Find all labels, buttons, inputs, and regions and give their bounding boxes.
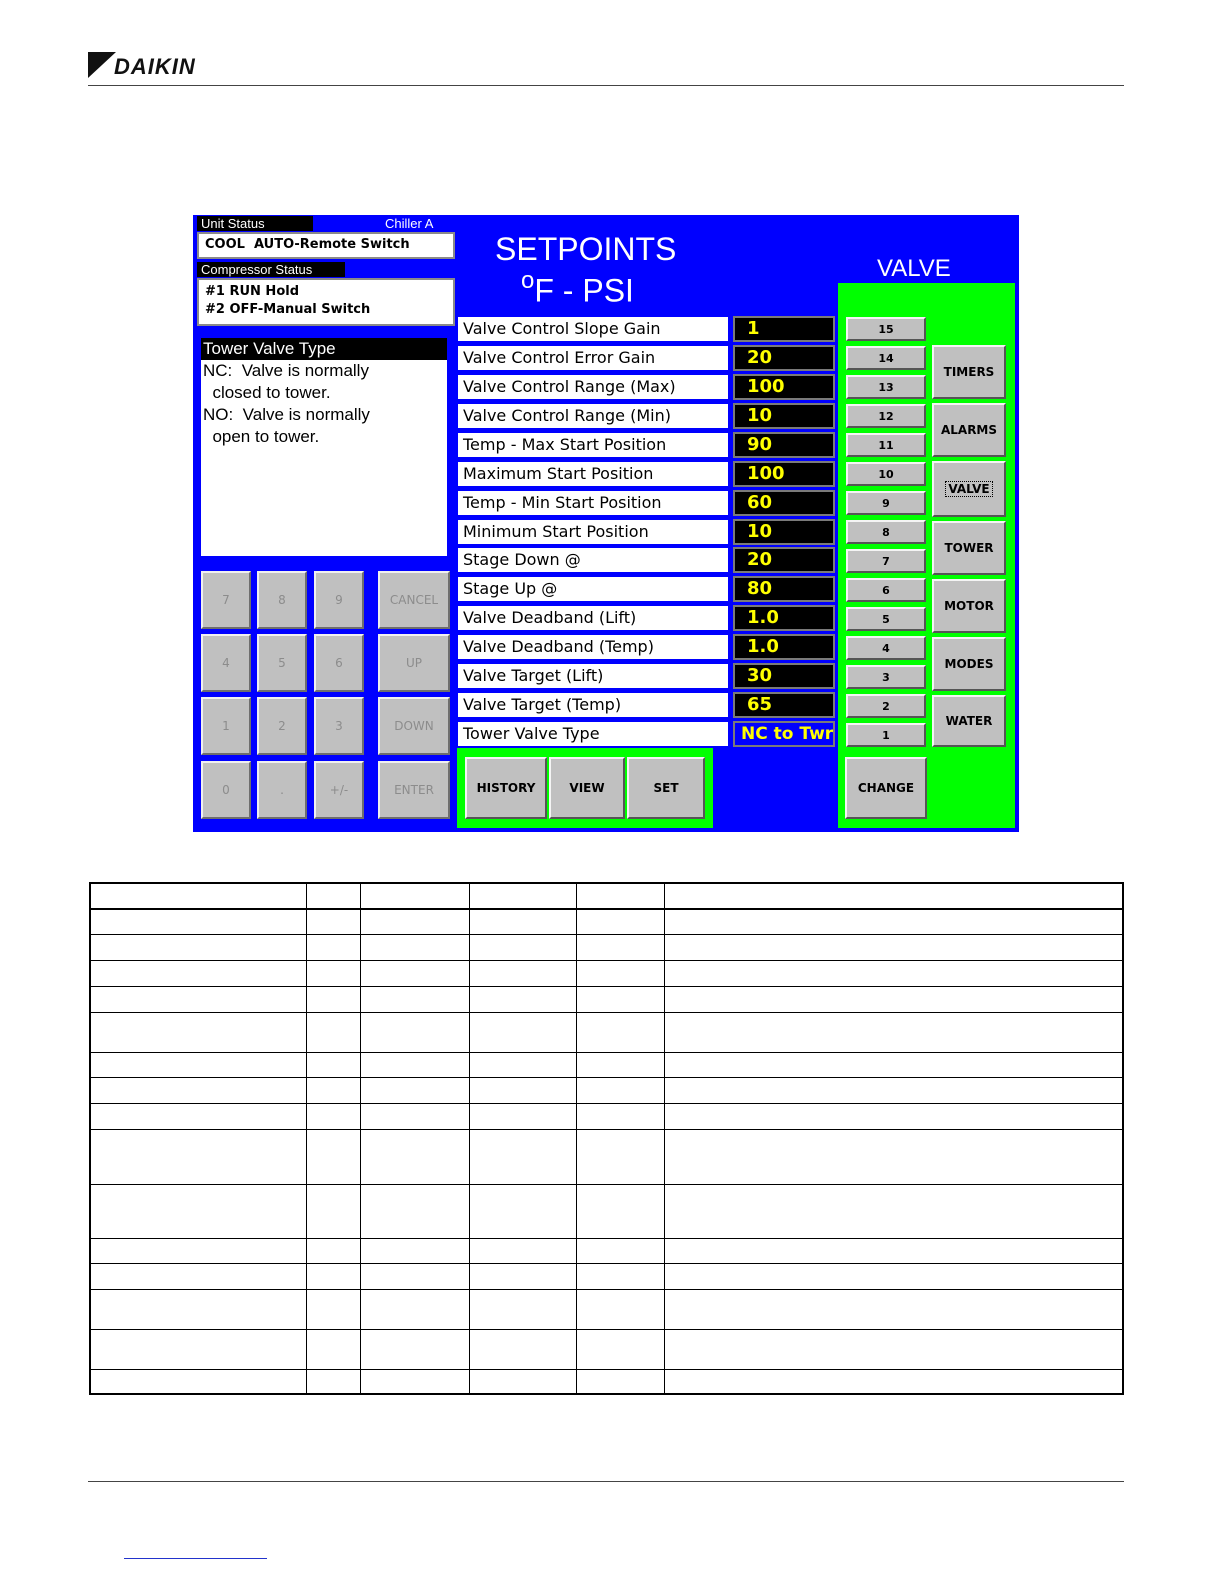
- table-row: [90, 1013, 1124, 1053]
- daikin-triangle-icon: [88, 52, 116, 78]
- setpoint-label: Temp - Max Start Position: [458, 433, 728, 457]
- units-title: [521, 269, 634, 310]
- brand-name: DAIKIN: [114, 54, 196, 79]
- setpoint-label: Minimum Start Position: [458, 520, 728, 544]
- setpoint-select-9[interactable]: 9: [846, 491, 926, 515]
- setpoint-label: Valve Target (Lift): [458, 664, 728, 688]
- table-row: [90, 1289, 1124, 1329]
- help-line: closed to tower.: [203, 383, 331, 402]
- water-button[interactable]: WATER: [932, 695, 1006, 747]
- table-row: [90, 1104, 1124, 1130]
- table-row: [90, 1053, 1124, 1078]
- setpoint-label: Maximum Start Position: [458, 462, 728, 486]
- setpoint-select-14[interactable]: 14: [846, 346, 926, 370]
- setpoint-value[interactable]: 80: [733, 576, 835, 602]
- setpoint-value[interactable]: 10: [733, 403, 835, 429]
- set-button[interactable]: SET: [627, 757, 705, 819]
- setpoint-select-7[interactable]: 7: [846, 549, 926, 573]
- keypad-8[interactable]: 8: [257, 571, 307, 629]
- setpoint-label: Valve Control Slope Gain: [458, 317, 728, 341]
- keypad-plus-minus[interactable]: +/-: [314, 761, 364, 819]
- compressor-line: #1 RUN Hold: [205, 284, 300, 299]
- compressor-status-field: [197, 278, 455, 326]
- modes-button[interactable]: MODES: [932, 637, 1006, 691]
- keypad-4[interactable]: 4: [201, 634, 251, 692]
- up-button[interactable]: UP: [378, 634, 450, 692]
- setpoint-label: Temp - Min Start Position: [458, 491, 728, 515]
- setpoint-value[interactable]: 20: [733, 547, 835, 573]
- daikin-logo: [88, 52, 218, 82]
- footer-link-underline[interactable]: [124, 1558, 267, 1559]
- change-button[interactable]: CHANGE: [845, 757, 927, 819]
- help-line: NC: Valve is normally: [203, 361, 369, 380]
- history-button[interactable]: HISTORY: [465, 757, 547, 819]
- motor-button[interactable]: MOTOR: [932, 579, 1006, 633]
- keypad-9[interactable]: 9: [314, 571, 364, 629]
- table-row: [90, 1078, 1124, 1104]
- down-button[interactable]: DOWN: [378, 697, 450, 755]
- setpoint-label: Stage Down @: [458, 548, 728, 572]
- enter-button[interactable]: ENTER: [378, 761, 450, 819]
- alarms-button[interactable]: ALARMS: [932, 403, 1006, 457]
- setpoint-label: Valve Target (Temp): [458, 693, 728, 717]
- setpoint-value[interactable]: 100: [733, 374, 835, 400]
- setpoint-table: [89, 882, 1124, 1395]
- help-line: NO: Valve is normally: [203, 405, 370, 424]
- keypad-3[interactable]: 3: [314, 697, 364, 755]
- setpoint-label: Stage Up @: [458, 577, 728, 601]
- valve-button[interactable]: [932, 461, 1006, 517]
- unit-status-field: [197, 232, 455, 259]
- help-line: open to tower.: [203, 427, 320, 446]
- keypad-0[interactable]: 0: [201, 761, 251, 819]
- setpoint-select-4[interactable]: 4: [846, 636, 926, 660]
- setpoint-value[interactable]: 1: [733, 316, 835, 342]
- table-row: [90, 987, 1124, 1013]
- footer-divider: [88, 1481, 1124, 1482]
- keypad-5[interactable]: 5: [257, 634, 307, 692]
- setpoint-select-1[interactable]: 1: [846, 723, 926, 747]
- table-row: [90, 1329, 1124, 1369]
- cancel-button[interactable]: CANCEL: [378, 571, 450, 629]
- table-row: [90, 1263, 1124, 1289]
- keypad-decimal[interactable]: .: [257, 761, 307, 819]
- unit-status-value: COOL AUTO-Remote Switch: [205, 237, 410, 252]
- units-text: F - PSI: [534, 272, 634, 309]
- compressor-line: #2 OFF-Manual Switch: [205, 302, 371, 317]
- setpoint-select-3[interactable]: 3: [846, 665, 926, 689]
- screen-title: SETPOINTS: [495, 231, 677, 267]
- setpoint-select-2[interactable]: 2: [846, 694, 926, 718]
- setpoint-value[interactable]: 30: [733, 663, 835, 689]
- header-divider: [88, 85, 1124, 86]
- compressor-status-label: Compressor Status: [197, 262, 345, 277]
- chiller-label: Chiller A: [385, 216, 434, 231]
- tower-button[interactable]: TOWER: [932, 521, 1006, 575]
- table-row: [90, 1184, 1124, 1238]
- setpoint-value[interactable]: 10: [733, 519, 835, 545]
- setpoint-label: Tower Valve Type: [458, 722, 728, 746]
- view-button[interactable]: VIEW: [549, 757, 625, 819]
- controller-screen: [193, 215, 1019, 832]
- setpoint-select-12[interactable]: 12: [846, 404, 926, 428]
- setpoint-value[interactable]: 90: [733, 432, 835, 458]
- help-text-box: [201, 338, 447, 556]
- setpoint-value[interactable]: 1.0: [733, 634, 835, 660]
- setpoint-select-5[interactable]: 5: [846, 607, 926, 631]
- keypad-1[interactable]: 1: [201, 697, 251, 755]
- setpoint-select-6[interactable]: 6: [846, 578, 926, 602]
- setpoint-label: Valve Deadband (Lift): [458, 606, 728, 630]
- setpoint-select-10[interactable]: 10: [846, 462, 926, 486]
- table-row: [90, 1130, 1124, 1184]
- section-title: VALVE: [877, 255, 951, 282]
- setpoint-value[interactable]: 1.0: [733, 605, 835, 631]
- table-row: [90, 1238, 1124, 1263]
- setpoint-select-8[interactable]: 8: [846, 520, 926, 544]
- valve-button-label: VALVE: [945, 481, 992, 497]
- table-row: [90, 961, 1124, 987]
- unit-status-label: Unit Status: [197, 216, 313, 231]
- setpoint-value[interactable]: 100: [733, 461, 835, 487]
- table-row: [90, 909, 1124, 935]
- table-row: [90, 1369, 1124, 1394]
- setpoint-select-11[interactable]: 11: [846, 433, 926, 457]
- setpoint-label: Valve Control Error Gain: [458, 346, 728, 370]
- setpoint-label: Valve Control Range (Min): [458, 404, 728, 428]
- setpoint-select-15[interactable]: 15: [846, 317, 926, 341]
- degree-symbol: o: [521, 267, 535, 294]
- setpoint-label: Valve Deadband (Temp): [458, 635, 728, 659]
- setpoint-label: Valve Control Range (Max): [458, 375, 728, 399]
- keypad-2[interactable]: 2: [257, 697, 307, 755]
- keypad-6[interactable]: 6: [314, 634, 364, 692]
- keypad-7[interactable]: 7: [201, 571, 251, 629]
- timers-button[interactable]: TIMERS: [932, 345, 1006, 399]
- setpoint-value[interactable]: 60: [733, 490, 835, 516]
- setpoint-select-13[interactable]: 13: [846, 375, 926, 399]
- table-header-row: [90, 883, 1124, 909]
- setpoint-value[interactable]: 20: [733, 345, 835, 371]
- table-row: [90, 935, 1124, 961]
- setpoint-value[interactable]: NC to Twr: [733, 721, 835, 747]
- setpoint-value[interactable]: 65: [733, 692, 835, 718]
- help-title: Tower Valve Type: [201, 338, 447, 360]
